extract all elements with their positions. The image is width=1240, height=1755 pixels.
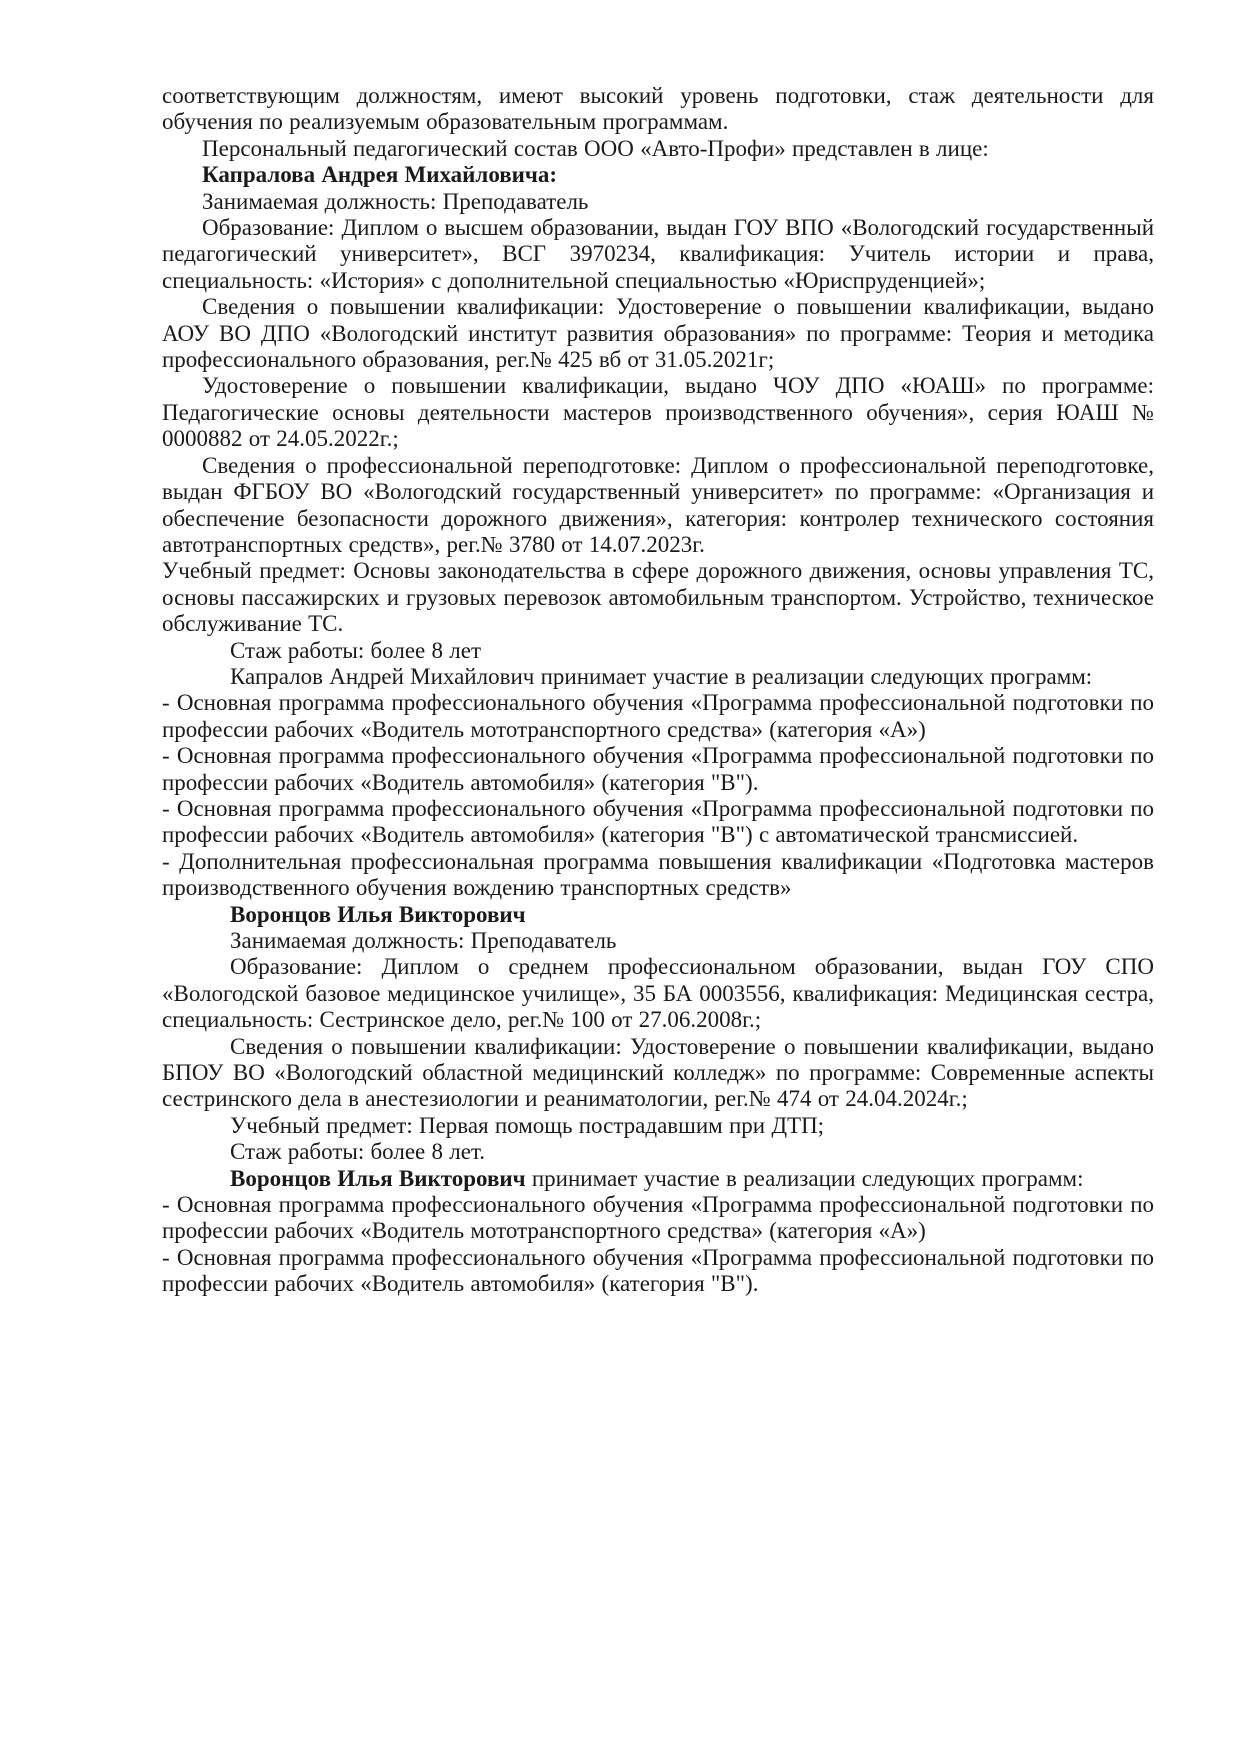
text-run: - Основная программа профессионального обучения «Программа профессиональной подготовки по профессии рабочих «Водитель автомобиля» (категория "В").: [162, 1244, 1154, 1297]
paragraph: [162, 849, 1154, 902]
paragraph: [162, 1166, 1154, 1192]
paragraph: [162, 664, 1154, 690]
paragraph: [162, 638, 1154, 664]
text-run: Образование: Диплом о среднем профессиональном образовании, выдан ГОУ СПО «Вологодской базовое медицинское училище», 35 БА 0003556, квалификация: Медицинская сестра, специальность: Сестринское дело, рег.№ 100 от 27.06.2008г.;: [162, 954, 1154, 1033]
text-run: Стаж работы: более 8 лет.: [230, 1139, 486, 1165]
paragraph: [162, 928, 1154, 954]
text-run: Занимаемая должность: Преподаватель: [202, 188, 589, 214]
text-run: Сведения о повышении квалификации: Удостоверение о повышении квалификации, выдано БПОУ ВО «Вологодский областной медицинский колледж» по программе: Современные аспекты сестринского дела в анестезиологии и реаниматологии, рег.№ 474 от 24.04.2024г.;: [162, 1033, 1154, 1112]
bold-text-run: Капралова Андрея Михайловича:: [202, 162, 558, 188]
paragraph: [162, 162, 1154, 188]
text-run: Сведения о повышении квалификации: Удостоверение о повышении квалификации, выдано АОУ ВО ДПО «Вологодский институт развития образования» по программе: Теория и методика профессионального образования, рег.№ 425 вб от 31.05.2021г;: [162, 294, 1154, 373]
paragraph: [162, 1139, 1154, 1165]
paragraph: [162, 215, 1154, 294]
paragraph: [162, 1113, 1154, 1139]
text-run: Стаж работы: более 8 лет: [230, 637, 482, 663]
text-run: Персональный педагогический состав ООО «Авто-Профи» представлен в лице:: [202, 135, 989, 161]
paragraph: [162, 373, 1154, 452]
paragraph: [162, 690, 1154, 743]
paragraph: [162, 954, 1154, 1033]
text-run: Занимаемая должность: Преподаватель: [230, 928, 617, 953]
text-run: Образование: Диплом о высшем образовании, выдан ГОУ ВПО «Вологодский государственный педагогический университет», ВСГ 3970234, квалификация: Учитель истории и права, специальность: «История» с дополнительной специальностью «Юриспруденцией»;: [162, 215, 1154, 293]
document-body: [162, 83, 1154, 1298]
paragraph: [162, 83, 1154, 136]
paragraph: [162, 1034, 1154, 1113]
paragraph: [162, 796, 1154, 849]
paragraph: [162, 558, 1154, 637]
text-run: - Основная программа профессионального обучения «Программа профессиональной подготовки по профессии рабочих «Водитель автомобиля» (категория "В").: [162, 743, 1154, 795]
paragraph: [162, 453, 1154, 559]
text-run: - Основная программа профессионального обучения «Программа профессиональной подготовки по профессии рабочих «Водитель мототранспортного средства» (категория «А»): [162, 690, 1154, 742]
text-run: - Основная программа профессионального обучения «Программа профессиональной подготовки по профессии рабочих «Водитель мототранспортного средства» (категория «А»): [162, 1192, 1154, 1244]
bold-text-run: Воронцов Илья Викторович: [230, 1165, 526, 1191]
text-run: соответствующим должностям, имеют высокий уровень подготовки, стаж деятельности для обучения по реализуемым образовательным программам.: [162, 83, 1154, 135]
text-run: Учебный предмет: Основы законодательства в сфере дорожного движения, основы управления ТС, основы пассажирских и грузовых перевозок автомобильным транспортом. Устройство, техническое обслуживание ТС.: [162, 558, 1154, 637]
bold-text-run: Воронцов Илья Викторович: [230, 901, 526, 927]
text-run: - Основная программа профессионального обучения «Программа профессиональной подготовки по профессии рабочих «Водитель автомобиля» (категория "В") с автоматической трансмиссией.: [162, 795, 1154, 848]
text-run: принимает участие в реализации следующих программ:: [525, 1165, 1084, 1191]
text-run: Учебный предмет: Первая помощь пострадавшим при ДТП;: [230, 1112, 825, 1138]
paragraph: [162, 1192, 1154, 1245]
text-run: Удостоверение о повышении квалификации, выдано ЧОУ ДПО «ЮАШ» по программе: Педагогические основы деятельности мастеров производственного обучения», серия ЮАШ № 0000882 от 24.05.2022г.;: [162, 373, 1154, 452]
text-run: - Дополнительная профессиональная программа повышения квалификации «Подготовка мастеров производственного обучения вождению транспортных средств»: [162, 848, 1154, 901]
paragraph: [162, 902, 1154, 928]
paragraph: [162, 136, 1154, 162]
paragraph: [162, 294, 1154, 373]
paragraph: [162, 189, 1154, 215]
paragraph: [162, 1245, 1154, 1298]
text-run: Капралов Андрей Михайлович принимает участие в реализации следующих программ:: [230, 663, 1093, 689]
text-run: Сведения о профессиональной переподготовке: Диплом о профессиональной переподготовке, выдан ФГБОУ ВО «Вологодский государственный университет» по программе: «Организация и обеспечение безопасности дорожного движения», категория: контролер технического состояния автотранспортных средств», рег.№ 3780 от 14.07.2023г.: [162, 452, 1154, 557]
paragraph: [162, 743, 1154, 796]
